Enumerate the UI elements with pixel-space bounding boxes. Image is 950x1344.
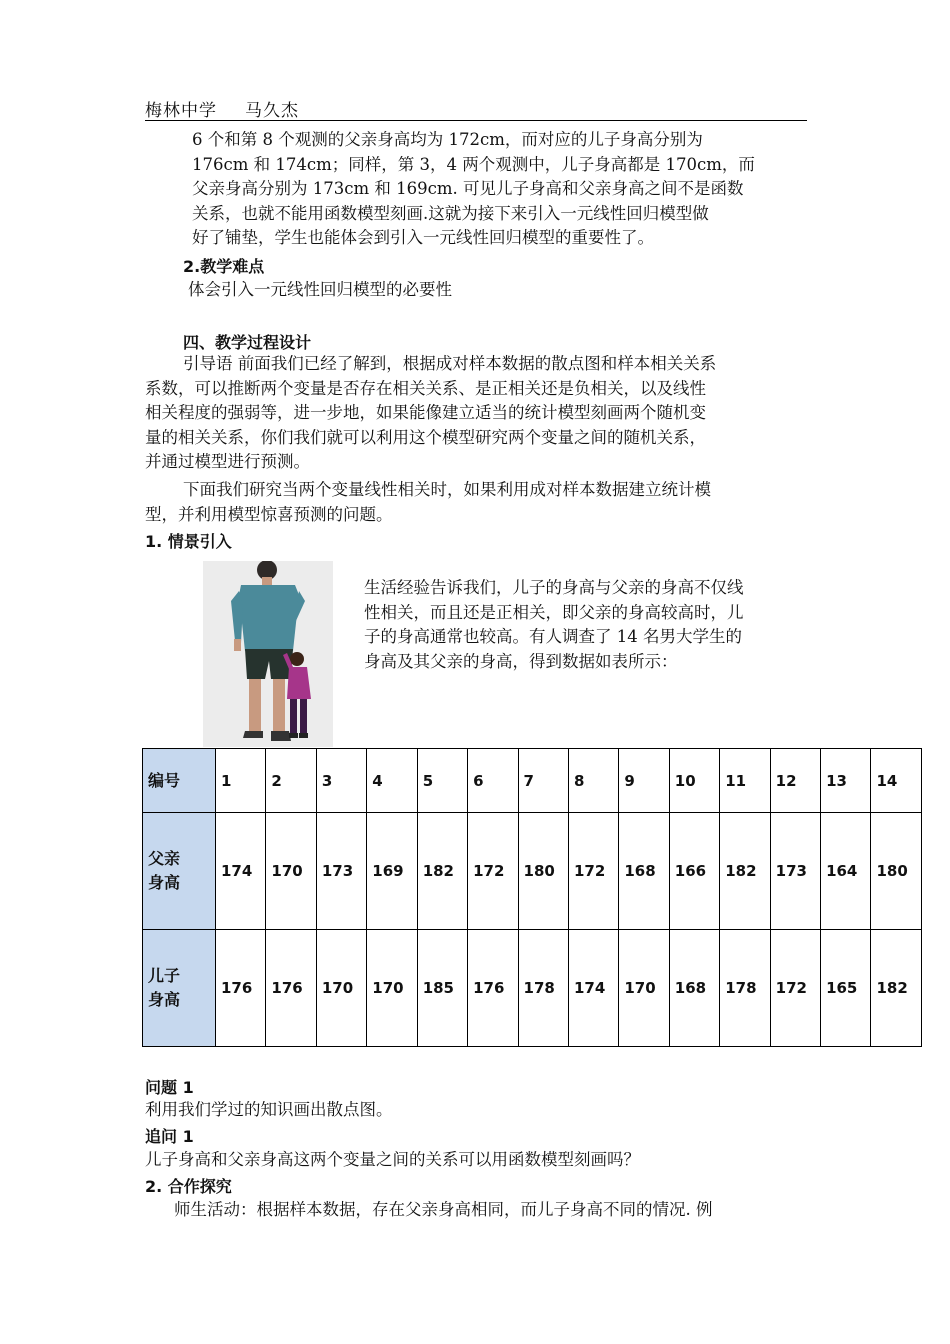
intro-paragraph (192, 128, 806, 251)
table-cell: 176 (266, 930, 316, 1047)
table-cell: 172 (770, 930, 820, 1047)
lead-line: 相关程度的强弱等，进一步地，如果能像建立适当的统计模型刻画两个随机变 (145, 403, 706, 422)
table-cell: 178 (720, 930, 770, 1047)
row-header-id: 编号 (143, 749, 216, 813)
next-paragraph (145, 478, 806, 527)
scenario-line: 性相关，而且还是正相关，即父亲的身高较高时，儿 (364, 602, 744, 622)
lead-paragraph (145, 352, 806, 475)
father-son-illustration (203, 561, 333, 747)
header-rule (145, 120, 807, 121)
table-cell: 164 (821, 813, 871, 930)
table-cell: 172 (468, 813, 518, 930)
table-cell: 8 (568, 749, 618, 813)
table-row-father (143, 813, 922, 930)
table-cell: 182 (720, 813, 770, 930)
height-data-table (142, 748, 922, 1047)
table-cell: 173 (770, 813, 820, 930)
row-header-son: 儿子 身高 (143, 930, 216, 1047)
next-line: 型，并利用模型惊喜预测的问题。 (145, 504, 393, 524)
table-row-son (143, 930, 922, 1047)
difficulty-heading: 2.教学难点 (183, 257, 265, 276)
scenario-text (364, 576, 806, 674)
table-cell: 170 (619, 930, 669, 1047)
lead-line: 系数，可以推断两个变量是否存在相关关系、是正相关还是负相关，以及线性 (145, 378, 706, 398)
table-cell: 4 (367, 749, 417, 813)
table-cell: 9 (619, 749, 669, 813)
intro-line: 关系，也就不能用函数模型刻画.这就为接下来引入一元线性回归模型做 (192, 203, 709, 223)
table-cell: 170 (316, 930, 366, 1047)
table-cell: 166 (669, 813, 719, 930)
table-cell: 13 (821, 749, 871, 813)
table-cell: 5 (417, 749, 467, 813)
header-author: 马久杰 (245, 101, 299, 121)
table-cell: 168 (619, 813, 669, 930)
difficulty-text: 体会引入一元线性回归模型的必要性 (188, 280, 452, 299)
table-cell: 174 (568, 930, 618, 1047)
intro-line: 176cm 和 174cm；同样，第 3，4 两个观测中，儿子身高都是 170cm，而 (192, 154, 755, 174)
table-cell: 1 (216, 749, 266, 813)
lead-line: 引导语 前面我们已经了解到，根据成对样本数据的散点图和样本相关关系 (183, 354, 717, 373)
table-cell: 165 (821, 930, 871, 1047)
question1-text: 利用我们学过的知识画出散点图。 (145, 1100, 393, 1119)
table-cell: 176 (216, 930, 266, 1047)
table-cell: 170 (367, 930, 417, 1047)
table-cell: 173 (316, 813, 366, 930)
scenario-line: 身高及其父亲的身高，得到数据如表所示： (364, 651, 678, 671)
intro-line: 6 个和第 8 个观测的父亲身高均为 172cm，而对应的儿子身高分别为 (192, 130, 703, 149)
table-cell: 172 (568, 813, 618, 930)
cooperate-heading: 2. 合作探究 (145, 1177, 232, 1196)
table-cell: 7 (518, 749, 568, 813)
table-cell: 6 (468, 749, 518, 813)
followup1-label: 追问 1 (145, 1127, 194, 1146)
table-cell: 168 (669, 930, 719, 1047)
header-school: 梅林中学 (145, 101, 217, 121)
table-cell: 2 (266, 749, 316, 813)
table-cell: 176 (468, 930, 518, 1047)
table-cell: 11 (720, 749, 770, 813)
table-cell: 170 (266, 813, 316, 930)
scenario-heading: 1. 情景引入 (145, 532, 232, 551)
page-header (145, 96, 299, 121)
table-cell: 174 (216, 813, 266, 930)
table-cell: 169 (367, 813, 417, 930)
next-line: 下面我们研究当两个变量线性相关时，如果利用成对样本数据建立统计模 (183, 480, 711, 499)
table-cell: 12 (770, 749, 820, 813)
table-row-id (143, 749, 922, 813)
activity-text: 师生活动：根据样本数据，存在父亲身高相同，而儿子身高不同的情况. 例 (174, 1200, 713, 1219)
table-cell: 10 (669, 749, 719, 813)
intro-line: 父亲身高分别为 173cm 和 169cm. 可见儿子身高和父亲身高之间不是函数 (192, 179, 744, 198)
row-header-father: 父亲 身高 (143, 813, 216, 930)
scenario-line: 子的身高通常也较高。有人调查了 14 名男大学生的 (364, 627, 742, 646)
table-cell: 180 (871, 813, 922, 930)
table-cell: 178 (518, 930, 568, 1047)
intro-line: 好了铺垫，学生也能体会到引入一元线性回归模型的重要性了。 (192, 228, 654, 247)
father-son-photo (203, 561, 333, 747)
scenario-line: 生活经验告诉我们，儿子的身高与父亲的身高不仅线 (364, 578, 744, 597)
lead-line: 并通过模型进行预测。 (145, 452, 310, 471)
table-cell: 14 (871, 749, 922, 813)
table-cell: 185 (417, 930, 467, 1047)
table-cell: 3 (316, 749, 366, 813)
lead-line: 量的相关关系，你们我们就可以利用这个模型研究两个变量之间的随机关系， (145, 427, 706, 447)
table-cell: 182 (871, 930, 922, 1047)
section4-heading: 四、教学过程设计 (183, 333, 312, 352)
question1-label: 问题 1 (145, 1078, 194, 1097)
followup1-text: 儿子身高和父亲身高这两个变量之间的关系可以用函数模型刻画吗？ (145, 1150, 640, 1169)
table-cell: 182 (417, 813, 467, 930)
table-cell: 180 (518, 813, 568, 930)
